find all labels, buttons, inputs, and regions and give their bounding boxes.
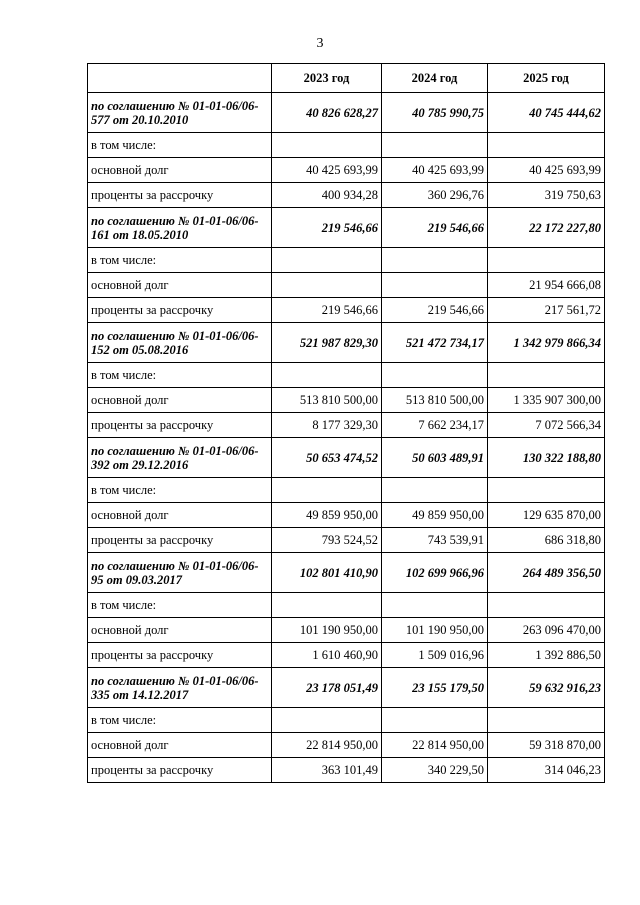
- value-cell-2025: 217 561,72: [488, 298, 605, 323]
- value-cell-2023: [272, 708, 382, 733]
- value-cell-2025: [488, 708, 605, 733]
- including-row: [88, 708, 605, 733]
- value-cell-2024: 50 603 489,91: [382, 438, 488, 478]
- value-cell-2023: 219 546,66: [272, 298, 382, 323]
- value-cell-2023: 521 987 829,30: [272, 323, 382, 363]
- interest-row: [88, 643, 605, 668]
- row-label: в том числе:: [88, 708, 272, 733]
- value-cell-2024: 743 539,91: [382, 528, 488, 553]
- value-cell-2024: 102 699 966,96: [382, 553, 488, 593]
- principal-row: [88, 733, 605, 758]
- principal-row: [88, 503, 605, 528]
- interest-row: [88, 183, 605, 208]
- value-cell-2025: 1 335 907 300,00: [488, 388, 605, 413]
- value-cell-2023: 50 653 474,52: [272, 438, 382, 478]
- value-cell-2023: 219 546,66: [272, 208, 382, 248]
- value-cell-2025: 59 318 870,00: [488, 733, 605, 758]
- row-label: основной долг: [88, 273, 272, 298]
- value-cell-2024: 40 425 693,99: [382, 158, 488, 183]
- value-cell-2024: [382, 708, 488, 733]
- row-label: по соглашению № 01-01-06/06-335 от 14.12.2017: [88, 668, 272, 708]
- value-cell-2023: 101 190 950,00: [272, 618, 382, 643]
- principal-row: [88, 158, 605, 183]
- value-cell-2024: 7 662 234,17: [382, 413, 488, 438]
- value-cell-2023: [272, 248, 382, 273]
- including-row: [88, 363, 605, 388]
- page-number: 3: [316, 36, 324, 51]
- value-cell-2023: [272, 593, 382, 618]
- including-row: [88, 478, 605, 503]
- value-cell-2025: [488, 133, 605, 158]
- row-label: в том числе:: [88, 593, 272, 618]
- row-label: в том числе:: [88, 478, 272, 503]
- header-cell-description: [88, 64, 272, 93]
- value-cell-2025: 263 096 470,00: [488, 618, 605, 643]
- value-cell-2023: 22 814 950,00: [272, 733, 382, 758]
- value-cell-2023: 793 524,52: [272, 528, 382, 553]
- agreement-total-row: [88, 438, 605, 478]
- value-cell-2024: 219 546,66: [382, 208, 488, 248]
- value-cell-2025: 314 046,23: [488, 758, 605, 783]
- interest-row: [88, 413, 605, 438]
- agreement-total-row: [88, 553, 605, 593]
- table-body: [88, 93, 605, 783]
- value-cell-2024: [382, 133, 488, 158]
- value-cell-2025: [488, 363, 605, 388]
- value-cell-2023: 102 801 410,90: [272, 553, 382, 593]
- value-cell-2024: [382, 363, 488, 388]
- value-cell-2024: 1 509 016,96: [382, 643, 488, 668]
- value-cell-2023: 40 826 628,27: [272, 93, 382, 133]
- value-cell-2023: 1 610 460,90: [272, 643, 382, 668]
- interest-row: [88, 528, 605, 553]
- principal-row: [88, 388, 605, 413]
- row-label: проценты за рассрочку: [88, 413, 272, 438]
- value-cell-2025: 40 425 693,99: [488, 158, 605, 183]
- value-cell-2025: 40 745 444,62: [488, 93, 605, 133]
- principal-row: [88, 618, 605, 643]
- row-label: в том числе:: [88, 133, 272, 158]
- including-row: [88, 248, 605, 273]
- row-label: основной долг: [88, 503, 272, 528]
- table-header-row: [88, 64, 605, 93]
- value-cell-2025: [488, 478, 605, 503]
- value-cell-2025: 1 392 886,50: [488, 643, 605, 668]
- value-cell-2023: 40 425 693,99: [272, 158, 382, 183]
- value-cell-2024: 23 155 179,50: [382, 668, 488, 708]
- agreement-total-row: [88, 208, 605, 248]
- row-label: основной долг: [88, 618, 272, 643]
- value-cell-2025: 1 342 979 866,34: [488, 323, 605, 363]
- row-label: проценты за рассрочку: [88, 758, 272, 783]
- value-cell-2025: [488, 593, 605, 618]
- value-cell-2024: 360 296,76: [382, 183, 488, 208]
- row-label: проценты за рассрочку: [88, 298, 272, 323]
- value-cell-2023: 8 177 329,30: [272, 413, 382, 438]
- row-label: по соглашению № 01-01-06/06-577 от 20.10.2010: [88, 93, 272, 133]
- row-label: в том числе:: [88, 248, 272, 273]
- value-cell-2023: 23 178 051,49: [272, 668, 382, 708]
- debt-schedule-table: [87, 63, 605, 783]
- value-cell-2025: 7 072 566,34: [488, 413, 605, 438]
- row-label: по соглашению № 01-01-06/06-392 от 29.12.2016: [88, 438, 272, 478]
- including-row: [88, 593, 605, 618]
- value-cell-2024: 513 810 500,00: [382, 388, 488, 413]
- value-cell-2024: 219 546,66: [382, 298, 488, 323]
- value-cell-2024: 521 472 734,17: [382, 323, 488, 363]
- header-cell-2023: 2023 год: [272, 64, 382, 93]
- value-cell-2023: 400 934,28: [272, 183, 382, 208]
- row-label: по соглашению № 01-01-06/06-95 от 09.03.2017: [88, 553, 272, 593]
- value-cell-2025: 129 635 870,00: [488, 503, 605, 528]
- value-cell-2025: 319 750,63: [488, 183, 605, 208]
- value-cell-2024: [382, 593, 488, 618]
- row-label: основной долг: [88, 158, 272, 183]
- value-cell-2023: [272, 478, 382, 503]
- value-cell-2024: 101 190 950,00: [382, 618, 488, 643]
- row-label: проценты за рассрочку: [88, 183, 272, 208]
- value-cell-2024: [382, 478, 488, 503]
- value-cell-2025: 130 322 188,80: [488, 438, 605, 478]
- value-cell-2025: 264 489 356,50: [488, 553, 605, 593]
- header-cell-2025: 2025 год: [488, 64, 605, 93]
- value-cell-2023: [272, 363, 382, 388]
- row-label: основной долг: [88, 388, 272, 413]
- value-cell-2024: 49 859 950,00: [382, 503, 488, 528]
- value-cell-2024: [382, 273, 488, 298]
- interest-row: [88, 758, 605, 783]
- row-label: проценты за рассрочку: [88, 643, 272, 668]
- agreement-total-row: [88, 668, 605, 708]
- value-cell-2023: 513 810 500,00: [272, 388, 382, 413]
- value-cell-2025: 59 632 916,23: [488, 668, 605, 708]
- agreement-total-row: [88, 323, 605, 363]
- value-cell-2025: 686 318,80: [488, 528, 605, 553]
- value-cell-2023: [272, 273, 382, 298]
- row-label: по соглашению № 01-01-06/06-152 от 05.08.2016: [88, 323, 272, 363]
- row-label: основной долг: [88, 733, 272, 758]
- value-cell-2023: 49 859 950,00: [272, 503, 382, 528]
- value-cell-2024: 340 229,50: [382, 758, 488, 783]
- value-cell-2024: 22 814 950,00: [382, 733, 488, 758]
- row-label: в том числе:: [88, 363, 272, 388]
- interest-row: [88, 298, 605, 323]
- row-label: проценты за рассрочку: [88, 528, 272, 553]
- principal-row: [88, 273, 605, 298]
- including-row: [88, 133, 605, 158]
- agreement-total-row: [88, 93, 605, 133]
- value-cell-2024: 40 785 990,75: [382, 93, 488, 133]
- value-cell-2023: [272, 133, 382, 158]
- value-cell-2023: 363 101,49: [272, 758, 382, 783]
- value-cell-2025: 21 954 666,08: [488, 273, 605, 298]
- header-cell-2024: 2024 год: [382, 64, 488, 93]
- value-cell-2025: [488, 248, 605, 273]
- value-cell-2025: 22 172 227,80: [488, 208, 605, 248]
- value-cell-2024: [382, 248, 488, 273]
- row-label: по соглашению № 01-01-06/06-161 от 18.05.2010: [88, 208, 272, 248]
